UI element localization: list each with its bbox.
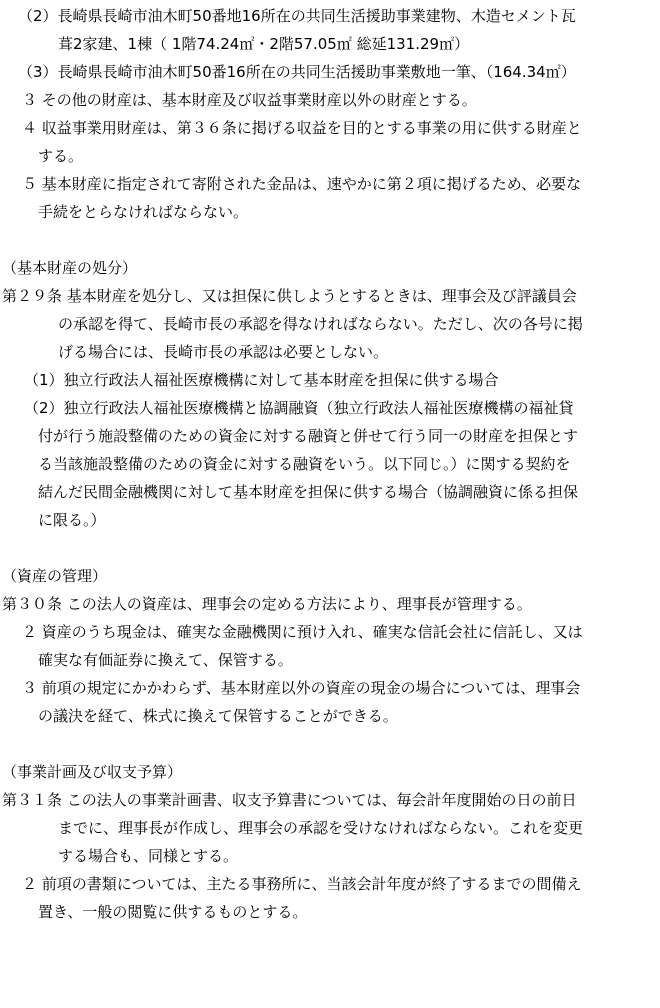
text-line: （1）独立行政法人福祉医療機構に対して基本財産を担保に供する場合 (24, 371, 499, 389)
section-heading: （基本財産の処分） (2, 259, 138, 277)
text-line: ５ 基本財産に指定されて寄附された金品は、速やかに第２項に掲げるため、必要な (22, 175, 582, 193)
text-line: までに、理事長が作成し、理事会の承認を受けなければならない。これを変更 (58, 819, 584, 837)
text-line: （2）独立行政法人福祉医療機構と協調融資（独立行政法人福祉医療機構の福祉貸 (24, 399, 574, 417)
text-line: ３ その他の財産は、基本財産及び収益事業財産以外の財産とする。 (22, 91, 477, 109)
text-line: 置き、一般の閲覧に供するものとする。 (38, 903, 308, 921)
text-line: の議決を経て、株式に換えて保管することができる。 (38, 707, 398, 725)
section-heading: （事業計画及び収支予算） (2, 763, 183, 781)
text-line: （2）長崎県長崎市油木町50番地16所在の共同生活援助事業建物、木造セメント瓦 (18, 7, 576, 25)
text-line: 手続をとらなければならない。 (38, 203, 249, 221)
text-line: 確実な有価証券に換えて、保管する。 (38, 651, 293, 669)
text-line: げる場合には、長崎市長の承認は必要としない。 (58, 343, 389, 361)
text-line: る当該施設整備のための資金に対する融資をいう。以下同じ。）に関する契約を (38, 455, 571, 473)
text-line: する。 (38, 147, 84, 165)
section-heading: （資産の管理） (2, 567, 108, 585)
text-line: ２ 資産のうち現金は、確実な金融機関に預け入れ、確実な信託会社に信託し、又は (22, 623, 583, 641)
text-line: する場合も、同様とする。 (58, 847, 239, 865)
text-line: 結んだ民間金融機関に対して基本財産を担保に供する場合（協調融資に係る担保 (38, 483, 579, 501)
text-line: 付が行う施設整備のための資金に対する融資と併せて行う同一の財産を担保とす (38, 427, 579, 445)
article-heading: 第３０条 この法人の資産は、理事会の定める方法により、理事長が管理する。 (2, 595, 532, 613)
article-heading: 第３１条 この法人の事業計画書、収支予算書については、毎会計年度開始の日の前日 (2, 791, 577, 809)
text-line: に限る。） (38, 511, 106, 529)
article-heading: 第２９条 基本財産を処分し、又は担保に供しようとするときは、理事会及び評議員会 (2, 287, 577, 305)
text-line: ４ 収益事業用財産は、第３６条に掲げる収益を目的とする事業の用に供する財産と (22, 119, 582, 137)
text-line: ３ 前項の規定にかかわらず、基本財産以外の資産の現金の場合については、理事会 (22, 679, 581, 697)
text-line: ２ 前項の書類については、主たる事務所に、当該会計年度が終了するまでの間備え (22, 875, 582, 893)
text-line: の承認を得て、長崎市長の承認を得なければならない。ただし、次の各号に掲 (58, 315, 583, 333)
text-line: （3）長崎県長崎市油木町50番16所在の共同生活援助事業敷地一筆、（164.34㎡） (18, 63, 576, 81)
text-line: 葺2家建、1棟（ 1階74.24㎡・2階57.05㎡ 総延131.29㎡） (58, 35, 470, 53)
